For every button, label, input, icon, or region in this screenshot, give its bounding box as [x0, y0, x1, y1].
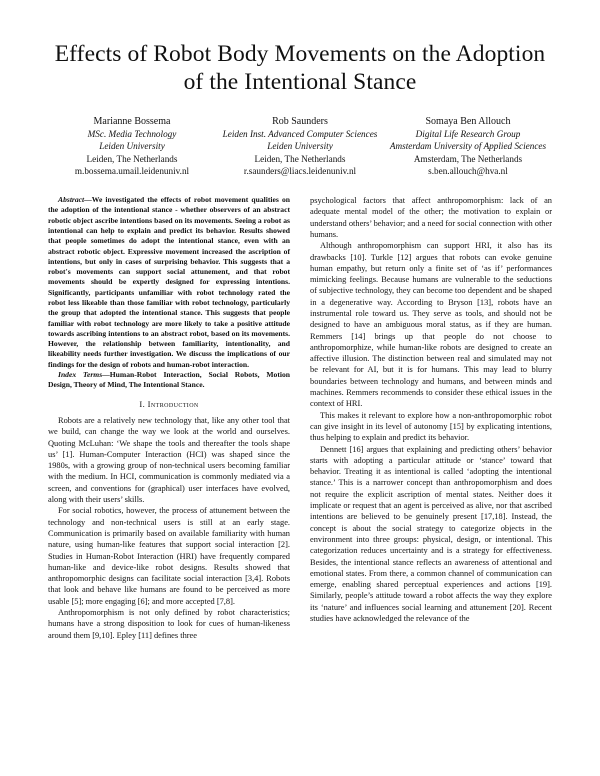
- abstract: [48, 195, 290, 370]
- author-name: Somaya Ben Allouch: [425, 116, 511, 127]
- author-dept: MSc. Media Technology: [87, 129, 177, 140]
- author-institution: Leiden University: [99, 141, 165, 152]
- paragraph: This makes it relevant to explore how a non-anthropomorphic robot can give insight in its level of autonomy [15] by explicating intentions, thus helping to explain and predict its behavior.: [310, 410, 552, 443]
- paragraph: Although anthropomorphism can support HRI, it also has its drawbacks [10]. Turkle [12] argues that robots can evoke genuine human empathy, but return only a finite set of ‘as if’ performances mimicking feelings. Because humans are vulnerable to the seductions of subjective technology, they can become too dependent and be shaped in a degenerative way. According to Bryson [13], robots have an instrumental role toward us. They serve as tools, and should not be designed to have an ambiguous moral status, as if they are human. Remmers [14] brings up that people do not choose to anthropomorphize, while human-like robots are designed to create an affective illusion. The distinction between real and simulated may not be relevant for AI, but it is for humans. This may lead to blurry boundaries between technology and humans, and between minds and machines. Remmers recommends to consider these ethical issues in the context of HRI.: [310, 241, 552, 409]
- author-institution: Leiden University: [267, 141, 333, 152]
- index-terms-text: —Human-Robot Interaction, Social Robots, Motion Design, Theory of Mind, The Intentional Stance.: [48, 370, 290, 390]
- author-institution: Amsterdam University of Applied Sciences: [389, 141, 547, 152]
- index-terms-lead: Index Terms: [58, 370, 103, 380]
- author-email: m.bossema.umail.leidenuniv.nl: [74, 165, 190, 176]
- index-terms: [48, 370, 290, 391]
- section-heading: I. Introduction: [139, 398, 199, 409]
- author-location: Leiden, The Netherlands: [86, 153, 178, 164]
- author-3: [384, 116, 552, 177]
- author-name: Rob Saunders: [272, 116, 328, 127]
- paragraph: Robots are a relatively new technology that, like any other tool that we build, can change the way we look at the world and ourselves. Quoting McLuhan: ‘We shape the tools and thereafter the tools shape us’ [1]. Human-Computer Interaction (HCI) was shaped since the 1980s, with a growing group of non-technical users becoming familiar with the medium. In HCI, communication is commonly mediated via a screen, and conventions for (graphical) user interfaces have evolved, along with their users’ skills.: [48, 415, 290, 505]
- author-location: Leiden, The Netherlands: [254, 153, 346, 164]
- abstract-text: —We investigated the effects of robot movement qualities on the adoption of the intentional stance - whether observers of an abstract robotic object ascribe intentions based on its movements. Seeing a robot as intentional can help to explain and predict its behavior. Results showed that people sometimes do adopt the intentional stance, even with an abstract robotic object. Expressive movement increased the ascription of intentions, but only in cases of surprising behavior. This suggests that a robot's movements can support social attunement, and that robot movements should be expertly designed for expressing intentions. Significantly, participants unfamiliar with robot technology rated the robot less likeable than those familiar with robot technology, particularly the group that adopted the intentional stance. This suggests that people familiar with robot technology are more likely to take a positive attitude towards ascribing intentions to an abstract robot, based on its movements. However, the relationship between familiarity, intentionality, and likeability needs further investigation. We discuss the implications of our findings for the design of robots and human-robot interaction.: [48, 195, 290, 369]
- paragraph: psychological factors that affect anthropomorphism: lack of an adequate mental model of the other; the motivation to explain or understand others’ behavior; and a need for social connection with other humans.: [310, 196, 552, 239]
- author-dept: Digital Life Research Group: [415, 129, 521, 140]
- paragraph: Dennett [16] argues that explaining and predicting others’ behavior starts with adopting a particular attitude or ‘stance’ toward that behavior. Treating it as intentional is called ‘adopting the intentional stance.’ This is a narrower concept than anthropomorphism and does not require the explicit ascription of mental states. Neither does it implicate or request that an agent is perceived as alive, nor that ascribed intentions are believed to be genuinely present [17,18]. Instead, the concept is about the social strategy to categorize objects in the environment into three groups: physical, design, or intentional. This categorization reduces uncertainty and is a strategy for effectiveness. Besides, the intentional stance reflects an awareness of attentional and emotional states. From there, a common channel of communication can emerge, enabling shared perceptual experiences and actions [19]. Similarly, people’s attitude toward a robot affects the way they explore its ‘nature’ and influences social learning and attunement [20]. Recent studies have acknowledged the relevance of the: [310, 444, 552, 623]
- author-email: r.saunders@liacs.leidenuniv.nl: [243, 165, 357, 176]
- paragraph: For social robotics, however, the process of attunement between the technology and non-technical users is still at an early stage. Communication is primarily based on available familiarity with human nature, using human-like features that support social interaction [2]. Studies in Human-Robot Interaction (HRI) have frequently compared human-like and device-like robot designs. Results showed that anthropomorphic designs can facilitate social interaction [3,4]. Robots that look and behave like humans are found to be perceived as more usable [5]; more engaging [6]; and more accepted [7,8].: [48, 506, 290, 606]
- author-2: [216, 116, 384, 177]
- author-name: Marianne Bossema: [93, 116, 171, 127]
- author-block: [48, 116, 552, 177]
- author-location: Amsterdam, The Netherlands: [413, 153, 523, 164]
- body-columns: [48, 195, 552, 641]
- paper-title: Effects of Robot Body Movements on the Adoption of the Intentional Stance: [54, 41, 546, 95]
- author-dept: Leiden Inst. Advanced Computer Sciences: [222, 129, 378, 140]
- author-email: s.ben.allouch@hva.nl: [428, 165, 508, 176]
- right-column: [310, 195, 552, 641]
- abstract-lead: Abstract: [58, 195, 85, 205]
- author-1: [48, 116, 216, 177]
- left-column: [48, 195, 290, 641]
- paragraph: Anthropomorphism is not only defined by robot characteristics; humans have a strong disposition to look for cues of human-likeness around them [9,10]. Epley [11] defines three: [48, 608, 290, 640]
